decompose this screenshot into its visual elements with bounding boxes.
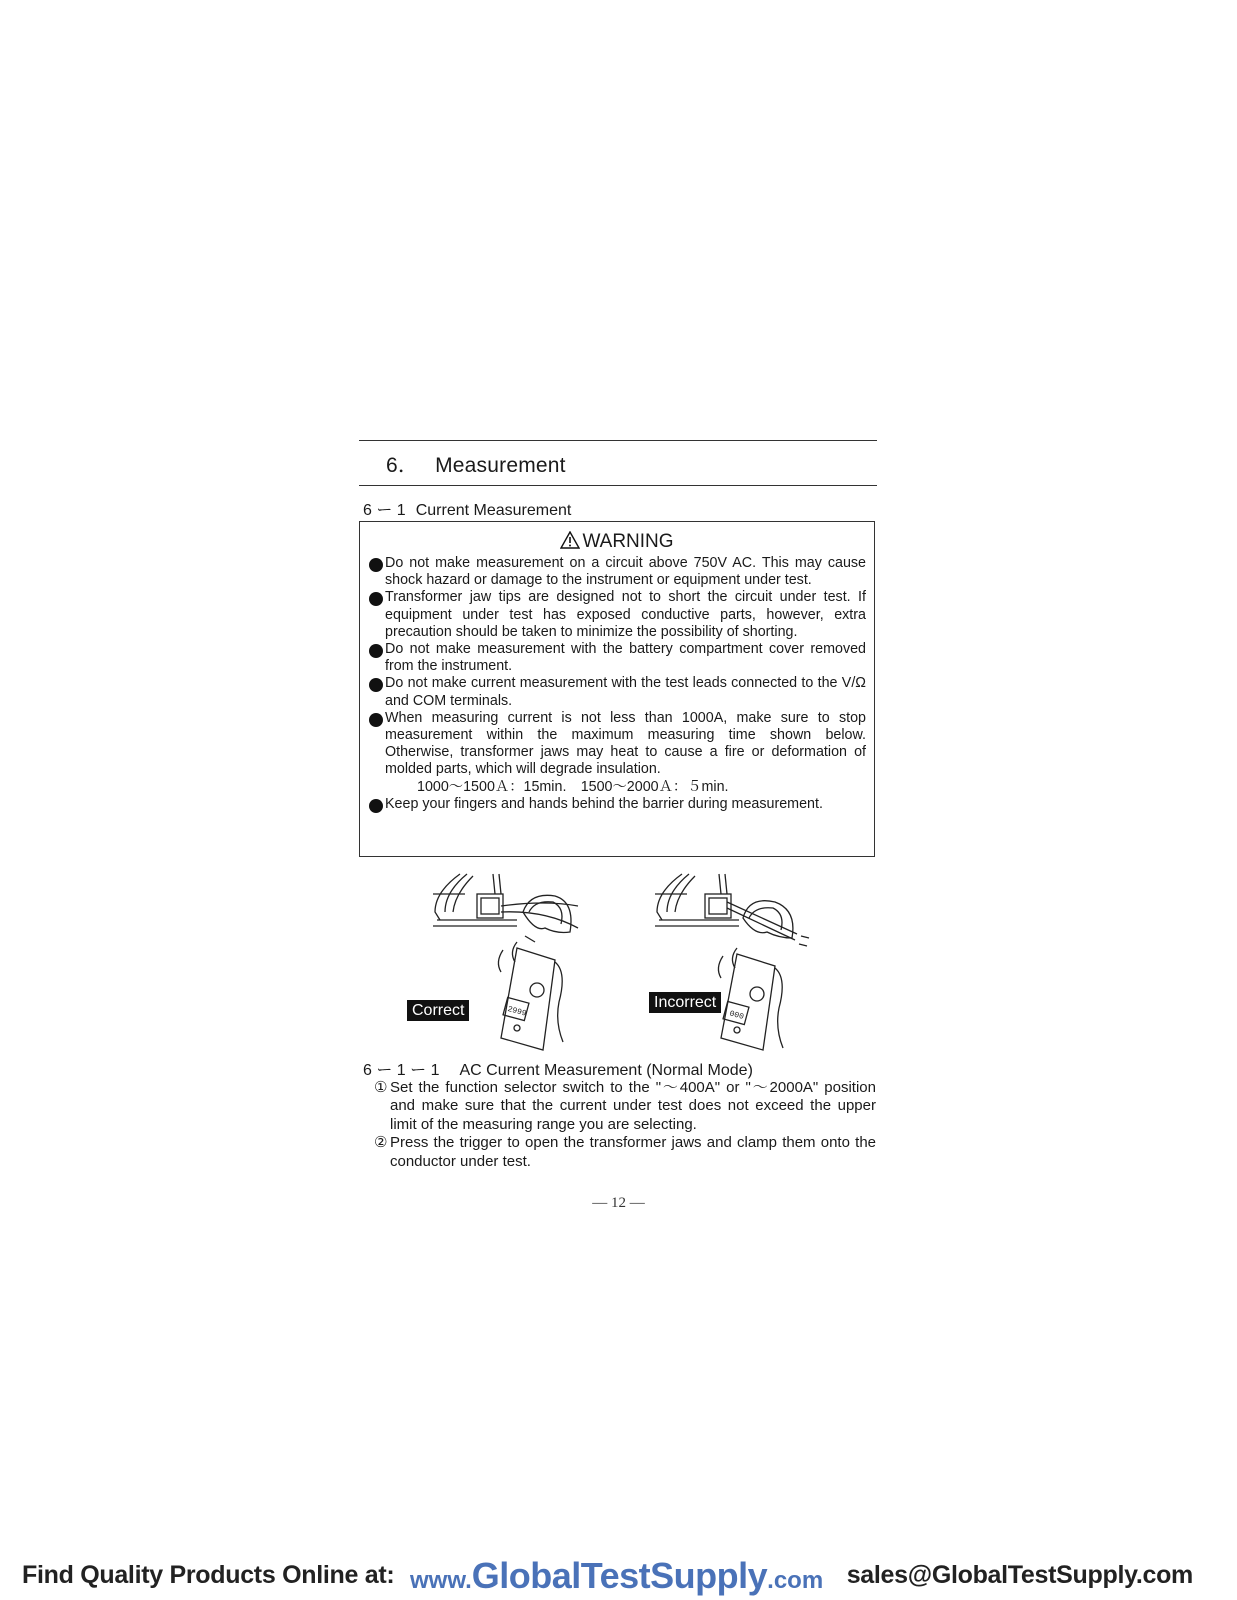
warning-title <box>360 531 874 553</box>
url-prefix: www. <box>410 1567 472 1594</box>
meter-display-incorrect: 000 <box>728 1009 745 1022</box>
step-item <box>374 1134 876 1171</box>
step-text: Set the function selector switch to the "～400A" or "～2000A" position and make sure that the current under test does not exceed the upper limit of the measuring range you are selecting. <box>390 1079 876 1133</box>
figure-correct <box>405 872 605 1052</box>
top-rule <box>359 440 877 441</box>
warning-item <box>369 589 866 641</box>
step-marker: ① <box>374 1079 388 1096</box>
subsubsection-number: 6 ー 1 ー 1 <box>363 1062 440 1079</box>
section-title-text: Measurement <box>435 454 566 477</box>
page-number: — 12 — <box>592 1195 645 1211</box>
warning-list <box>369 555 866 813</box>
subsubsection-heading <box>363 1057 753 1080</box>
step-marker: ② <box>374 1134 388 1152</box>
subsection-heading <box>363 497 571 520</box>
warning-item-text: When measuring current is not less than 1000A, make sure to stop measurement within the maximum measuring time shown below. Otherwise, transformer jaws may heat to cause a fire or deformation of molded parts, which will degrade insulation. <box>385 709 866 778</box>
subsubsection-title: AC Current Measurement (Normal Mode) <box>459 1062 753 1079</box>
warning-box <box>359 521 875 857</box>
warning-triangle-icon <box>560 531 580 549</box>
warning-item <box>369 641 866 675</box>
correct-label: Correct <box>407 1000 469 1021</box>
clamp-meter-incorrect-illustration <box>647 872 847 1052</box>
bullet-icon <box>369 644 383 658</box>
section-number: 6． <box>386 454 420 477</box>
warning-item-text: Keep your fingers and hands behind the barrier during measurement. <box>385 795 823 812</box>
warning-item <box>369 796 866 813</box>
footer-website-link[interactable] <box>410 1555 823 1597</box>
footer-banner <box>0 1555 1237 1595</box>
time-limits: 1000～1500Ａ：15min. 1500～2000Ａ：５min. <box>417 778 729 795</box>
warning-item <box>369 710 866 796</box>
bullet-icon <box>369 799 383 813</box>
warning-item <box>369 675 866 709</box>
step-item <box>374 1079 876 1134</box>
footer-email-link[interactable]: sales@GlobalTestSupply.com <box>846 1561 1193 1589</box>
section-bottom-rule <box>359 485 877 486</box>
bullet-icon <box>369 678 383 692</box>
subsection-number: 6 ー 1 <box>363 502 406 519</box>
warning-item-text: Do not make current measurement with the test leads connected to the V/Ω and COM terminals. <box>385 675 866 709</box>
warning-title-text: WARNING <box>582 531 674 552</box>
warning-item-text: Transformer jaw tips are designed not to short the circuit under test. If equipment under test has exposed conductive parts, however, extra precaution should be taken to minimize the possibility of shorting. <box>385 589 866 640</box>
bullet-icon <box>369 713 383 727</box>
warning-item <box>369 555 866 589</box>
section-title <box>386 449 566 479</box>
meter-display-correct: 2999 <box>506 1004 528 1019</box>
bullet-icon <box>369 592 383 606</box>
step-list <box>374 1079 876 1171</box>
url-suffix: .com <box>767 1567 824 1594</box>
footer-tagline: Find Quality Products Online at: <box>22 1561 395 1589</box>
subsection-title: Current Measurement <box>415 502 572 519</box>
incorrect-label: Incorrect <box>649 992 721 1013</box>
bullet-icon <box>369 558 383 572</box>
warning-item-text: Do not make measurement with the battery compartment cover removed from the instrument. <box>385 641 866 675</box>
warning-item-text: Do not make measurement on a circuit above 750V AC. This may cause shock hazard or damage to the instrument or equipment under test. <box>385 555 866 589</box>
url-main: GlobalTestSupply <box>471 1555 768 1596</box>
figure-incorrect <box>647 872 847 1052</box>
clamp-meter-correct-illustration <box>405 872 605 1052</box>
step-text: Press the trigger to open the transformer jaws and clamp them onto the conductor under test. <box>390 1134 876 1170</box>
